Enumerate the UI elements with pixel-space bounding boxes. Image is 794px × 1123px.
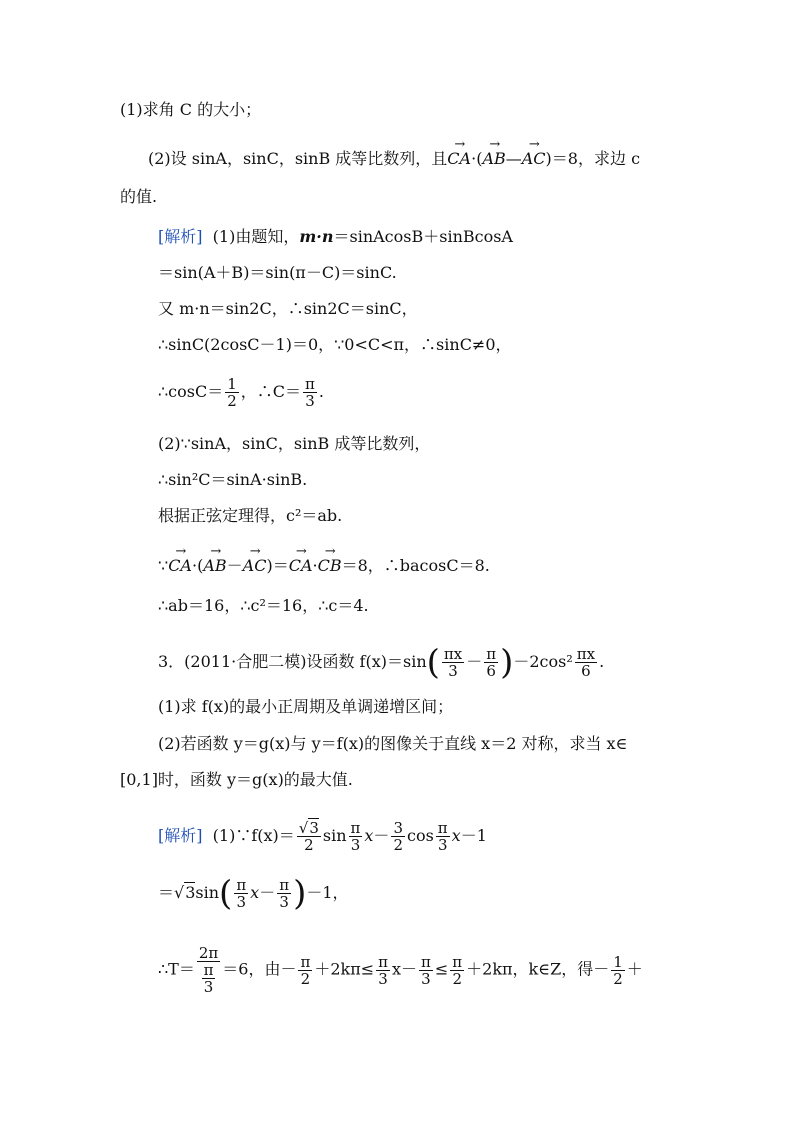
equals: ＝: [158, 883, 175, 902]
numerator: πx: [576, 645, 596, 663]
sqrt-radicand: 3: [185, 883, 196, 902]
numerator: π: [421, 952, 431, 971]
fraction-pi-3: [303, 376, 317, 409]
solution-label: [解析]: [158, 227, 203, 246]
numerator: π: [305, 375, 315, 393]
denominator: 6: [486, 662, 496, 680]
vector-ca: → CA: [447, 143, 471, 169]
var-x: x: [364, 826, 374, 845]
sqrt-radicand: 3: [309, 819, 319, 837]
paren-left: (: [426, 642, 440, 683]
numerator: π: [300, 952, 311, 971]
solution2-line10: ∴ab＝16，∴c²＝16，∴c＝4.: [158, 596, 369, 615]
period-text: ∴T＝: [158, 959, 195, 979]
sol3-l3-text-d: x－: [391, 959, 418, 979]
vector-ab: → AB: [482, 143, 505, 169]
sol3-l3-text-b: ＝6，由－: [222, 959, 297, 979]
minus: －: [259, 883, 276, 902]
denominator: 2: [613, 969, 623, 988]
solution2-line4: ∴sinC(2cosC－1)＝0，∵0<C<π，∴sinC≠0，: [158, 335, 512, 354]
q3-part2: (2)若函数 y＝g(x)与 y＝f(x)的图像关于直线 x＝2 对称，求当 x∈: [158, 734, 628, 753]
var-x: x: [451, 826, 461, 845]
fraction-sqrt3-2: [297, 820, 321, 853]
fraction-period: [197, 945, 220, 995]
fraction-pi-3: [234, 877, 248, 910]
q2-part2: (2)设 sinA，sinC，sinB 成等比数列，且→ CA·(→ AB—→ AC)＝8，求边 c: [148, 143, 640, 169]
fraction-pix-3: [442, 646, 464, 679]
solution2-line5: ∴cosC＝ $\frac{1}{2}$ ，∴C＝ $\frac{\pi}{3}$ .: [158, 375, 324, 410]
numerator: π: [486, 645, 497, 663]
solution3-line1: [解析] (1)∵f(x)＝ $\frac{√3}{2}$ sin $\frac{\pi}{3}$ x－ $\frac{3}{2}$ cos $\frac{\pi}{3}$ x－1: [158, 819, 487, 854]
vector-cb: → CB: [318, 550, 342, 576]
solution2-line9: ∵→ CA·(→ AB－→ AC)＝→ CA·→ CB＝8，∴bacosC＝8.: [158, 550, 490, 576]
vector-ca: → CA: [168, 550, 192, 576]
fraction-pi-3: [202, 962, 216, 995]
fraction-pi-3: [419, 954, 433, 987]
q3-part2-cont: [0,1]时，函数 y＝g(x)的最大值.: [120, 770, 353, 789]
solution-label: [解析]: [158, 826, 203, 845]
c-equals-text: ，∴C＝: [240, 382, 302, 401]
dot: ·: [312, 556, 318, 575]
fraction-1-2: [611, 954, 625, 987]
denominator: 2: [227, 392, 237, 410]
denominator: 6: [581, 662, 591, 680]
sin-fn: sin: [322, 826, 347, 845]
q2-part2-text: (2)设 sinA，sinC，sinB 成等比数列，且: [148, 149, 448, 168]
fraction-pi-3: [436, 820, 450, 853]
q3-part1: (1)求 f(x)的最小正周期及单调递增区间；: [158, 697, 454, 716]
denominator: 2: [300, 969, 311, 988]
numerator: 3: [393, 819, 403, 837]
minus: －: [373, 826, 390, 845]
numerator: πx: [443, 645, 463, 663]
numerator: 2π: [198, 944, 219, 962]
solution2-line6: (2)∵sinA，sinC，sinB 成等比数列，: [158, 434, 431, 453]
cos-fn: cos: [406, 826, 434, 845]
fraction-pi-6: [484, 646, 498, 679]
solution2-line7: ∴sin²C＝sinA·sinB.: [158, 470, 308, 489]
denominator: 3: [437, 836, 448, 854]
fraction-half: [225, 376, 239, 409]
numerator: π: [279, 876, 290, 894]
dot: ·: [191, 556, 198, 575]
denominator: 2: [393, 836, 403, 854]
denominator: 3: [378, 969, 388, 988]
denominator: 2: [452, 969, 462, 988]
q3-head-text: 3．(2011·合肥二模)设函数 f(x)＝sin: [158, 652, 427, 671]
sol3-l3-text-g: ＋: [626, 959, 643, 979]
denominator: 3: [448, 662, 458, 680]
denominator: 3: [421, 969, 431, 988]
dot: ·: [471, 149, 477, 168]
solution2-line1: [158, 227, 513, 247]
numerator: 1: [613, 952, 623, 971]
sol3-l3-text-f: ＋2kπ，k∈Z，得－: [466, 959, 610, 979]
numerator: π: [378, 952, 388, 971]
numerator: π: [203, 961, 214, 979]
fraction-3-2: [391, 820, 405, 853]
fraction-pi-2: [450, 954, 464, 987]
solution2-line8: 根据正弦定理得，c²＝ab.: [158, 506, 343, 525]
sol3-l3-text-e: ≤: [434, 959, 449, 979]
denominator: 3: [305, 392, 315, 410]
denominator: [198, 962, 220, 995]
sin-fn: sin: [195, 883, 220, 902]
denominator: 3: [279, 893, 289, 911]
numerator: π: [452, 952, 463, 971]
numerator: 1: [227, 375, 237, 393]
fraction-pi-3: [277, 877, 291, 910]
denominator: 3: [236, 893, 247, 911]
vector-ac: → AC: [243, 550, 267, 576]
cos-c-text: ∴cosC＝: [158, 382, 224, 401]
numerator: π: [350, 819, 361, 837]
var-x: x: [250, 883, 260, 902]
sol3-l1-text: (1)∵f(x)＝: [212, 826, 295, 845]
solution3-line2: ＝√3sin( $\frac{\pi}{3}$ x－ $\frac{\pi}{3}$ )－1，: [158, 873, 349, 914]
sol2-l9-tail: ＝8，∴bacosC＝8.: [341, 556, 490, 575]
denominator: 2: [304, 836, 314, 854]
solution2-line3: 又 m·n＝sin2C，∴sin2C＝sinC，: [158, 299, 418, 318]
fraction-pi-3: [376, 954, 390, 987]
denominator: 3: [203, 978, 214, 996]
q2-part1: (1)求角 C 的大小；: [120, 100, 262, 119]
q2-part2-cont: 的值.: [120, 187, 158, 206]
fraction-pix-6: [575, 646, 597, 679]
solution3-line3: [158, 945, 643, 995]
vector-ac: → AC: [522, 143, 546, 169]
q3-header: 3．(2011·合肥二模)设函数 f(x)＝sin( $\frac{\pi x}{3}$ － $\frac{\pi}{6}$ )－2cos² $\frac{\pi x}{6}$ .: [158, 642, 605, 683]
numerator: √3: [298, 819, 319, 837]
numerator: π: [437, 819, 448, 837]
numerator: π: [236, 876, 247, 894]
fraction-pi-2: [298, 954, 312, 987]
paren-right: ): [500, 642, 514, 683]
denominator: 3: [350, 836, 361, 854]
solution2-line2: ＝sin(A＋B)＝sin(π－C)＝sinC.: [158, 263, 397, 282]
mn-product: m·n: [299, 227, 334, 246]
vector-ab: → AB: [203, 550, 226, 576]
sol2-l1-tail: ＝sinAcosB＋sinBcosA: [333, 227, 513, 246]
fraction-pi-3: [349, 820, 363, 853]
minus: －: [466, 652, 483, 671]
vector-ca: → CA: [289, 550, 313, 576]
paren-right: ): [293, 873, 307, 914]
sol3-l2-tail: －1，: [306, 883, 349, 902]
q2-part2-tail: ＝8，求边 c: [551, 149, 641, 168]
sol3-l3-text-c: ＋2kπ≤: [314, 959, 375, 979]
paren-left: (: [219, 873, 233, 914]
sol2-l1-text: (1)由题知，: [212, 227, 300, 246]
q3-tail-text: －2cos²: [513, 652, 573, 671]
